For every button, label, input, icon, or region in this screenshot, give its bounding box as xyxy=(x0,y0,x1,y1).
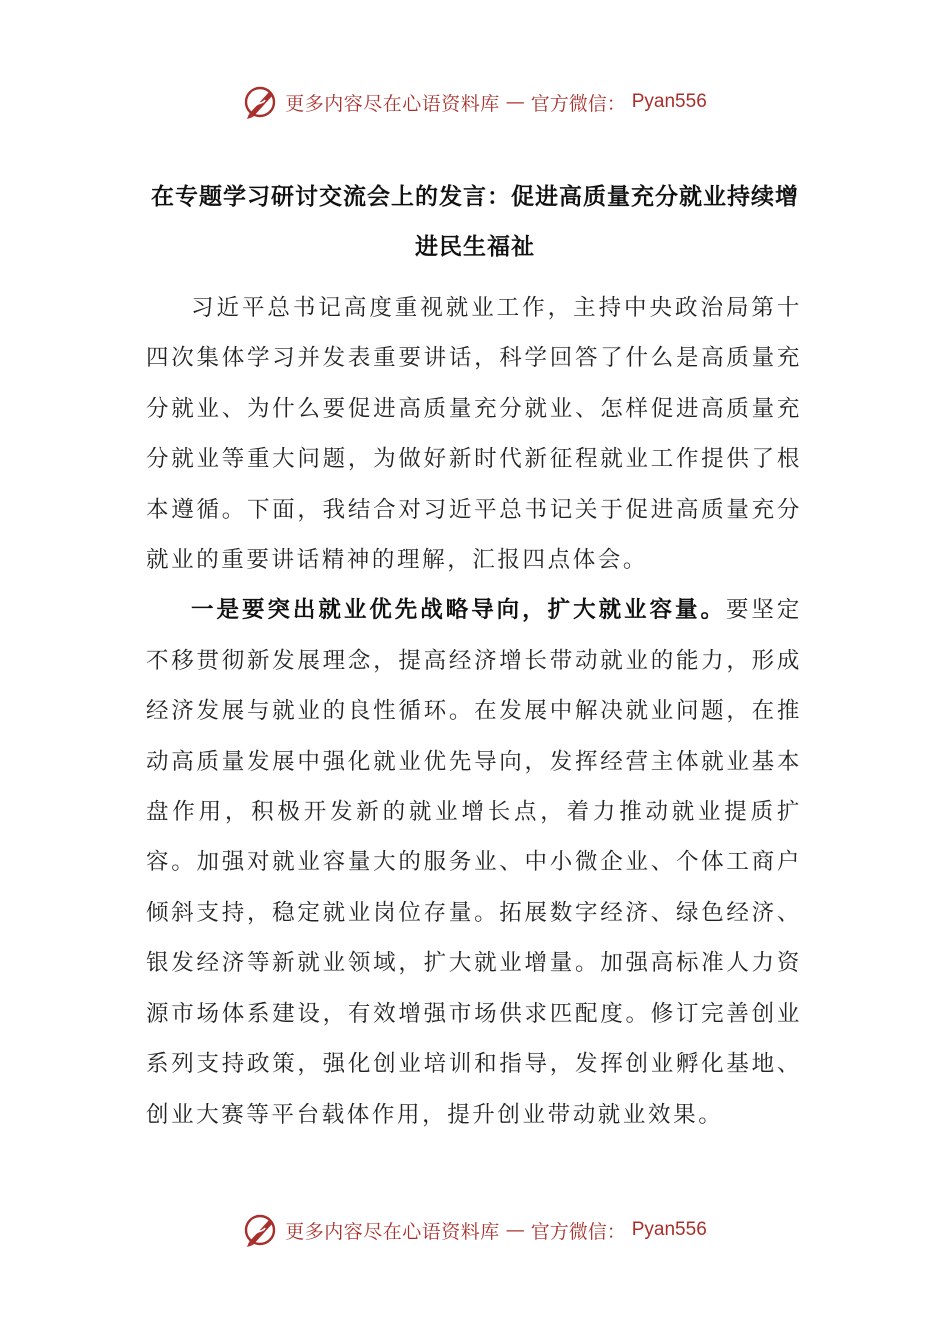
banner-label: 官方微信： xyxy=(530,92,626,115)
document-body xyxy=(146,283,802,1140)
paragraph-2-lead: 一是要突出就业优先战略导向，扩大就业容量。 xyxy=(191,597,726,624)
banner-dash: — xyxy=(505,91,525,113)
wechat-account: Pyan556 xyxy=(631,91,707,112)
banner-dash: — xyxy=(505,1219,525,1241)
banner-text: 更多内容尽在心语资料库 xyxy=(285,1220,500,1243)
footer-banner xyxy=(0,1210,950,1250)
document-title: 在专题学习研讨交流会上的发言：促进高质量充分就业持续增进民生福祉 xyxy=(151,184,799,260)
pen-circle-logo xyxy=(243,1212,279,1248)
header-banner xyxy=(0,82,950,122)
wechat-account: Pyan556 xyxy=(631,1219,707,1240)
banner-text: 更多内容尽在心语资料库 xyxy=(285,92,500,115)
paragraph-2 xyxy=(146,585,802,1139)
paragraph-1-text: 习近平总书记高度重视就业工作，主持中央政治局第十四次集体学习并发表重要讲话，科学回答了什么是高质量充分就业、为什么要促进高质量充分就业、怎样促进高质量充分就业等重大问题，为做好新时代新征程就业工作提供了根本遵循。下面，我结合对习近平总书记关于促进高质量充分就业的重要讲话精神的理解，汇报四点体会。 xyxy=(146,295,802,574)
pen-circle-logo xyxy=(243,84,279,120)
paragraph-1 xyxy=(146,283,802,585)
banner-label: 官方微信： xyxy=(530,1220,626,1243)
paragraph-2-text: 要坚定不移贯彻新发展理念，提高经济增长带动就业的能力，形成经济发展与就业的良性循环。在发展中解决就业问题，在推动高质量发展中强化就业优先导向，发挥经营主体就业基本盘作用，积极开发新的就业增长点，着力推动就业提质扩容。加强对就业容量大的服务业、中小微企业、个体工商户倾斜支持，稳定就业岗位存量。拓展数字经济、绿色经济、银发经济等新就业领域，扩大就业增量。加强高标准人力资源市场体系建设，有效增强市场供求匹配度。修订完善创业系列支持政策，强化创业培训和指导，发挥创业孵化基地、创业大赛等平台载体作用，提升创业带动就业效果。 xyxy=(146,597,802,1128)
